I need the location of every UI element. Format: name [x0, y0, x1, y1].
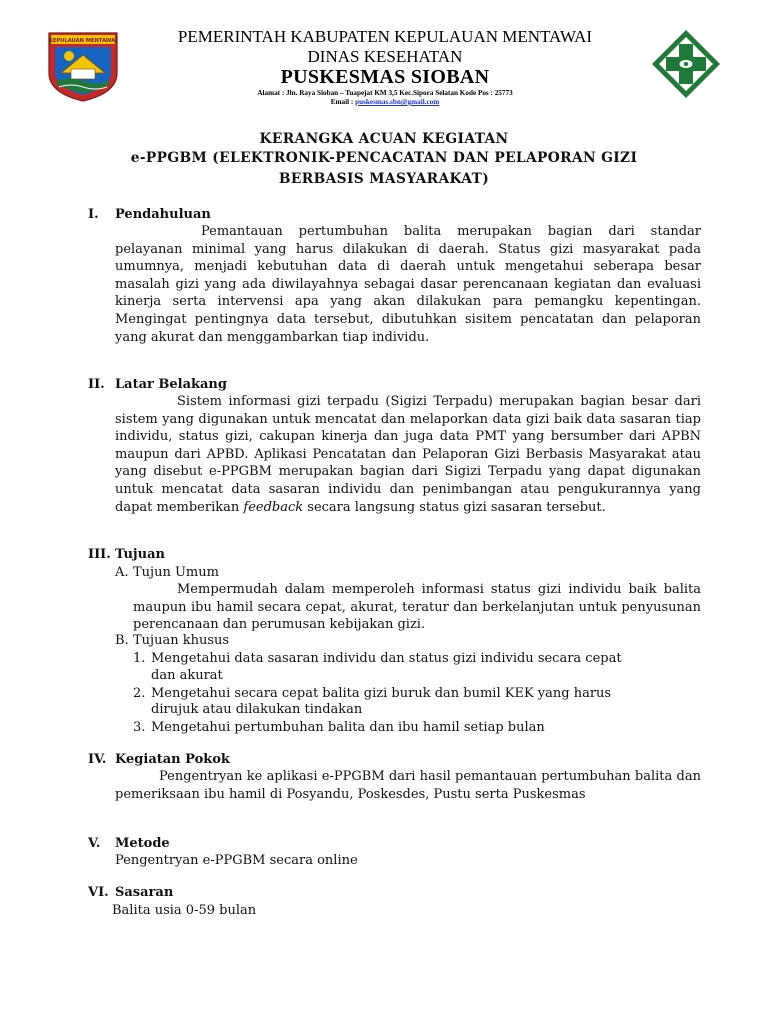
list-item-text: Mengetahui data sasaran individu dan status gizi individu secara cepat: [151, 651, 622, 666]
section-5-text: Pengentryan e-PPGBM secara online: [115, 853, 358, 868]
section-2-text-after: secara langsung status gizi sasaran tersebut.: [303, 499, 606, 515]
section-4-number: IV.: [88, 752, 107, 767]
section-1-paragraph: Pemantauan pertumbuhan balita merupakan bagian dari standar pelayanan minimal yang harus dilakukan di daerah. Status gizi masyarakat pada umumnya, menjadi kebutuhan data di daerah untuk mengetahui seberapa besar masalah gizi yang ada diwilayahnya sebagai dasar perencanaan kegiatan dan evaluasi kinerja serta intervensi apa yang akan dilakukan para pemangku kepentingan. Mengingat pentingnya data tersebut, dibutuhkan sisitem pencatatan dan pelaporan yang akurat dan menggambarkan tiap individu.: [115, 224, 701, 345]
section-5-heading: Metode: [115, 836, 170, 851]
document-subtitle-line1: e-PPGBM (ELEKTRONIK-PENCACATAN DAN PELAPORAN GIZI: [130, 150, 638, 166]
section-2-number: II.: [88, 377, 105, 392]
list-item-text: Mengetahui secara cepat balita gizi buruk dan bumil KEK yang harus: [151, 686, 612, 701]
government-name: PEMERINTAH KABUPATEN KEPULAUAN MENTAWAI: [177, 27, 593, 46]
document-title: KERANGKA ACUAN KEGIATAN: [259, 131, 509, 147]
list-item-number: 2.: [133, 686, 146, 701]
section-4-heading: Kegiatan Pokok: [115, 752, 230, 767]
document-subtitle-line2: BERBASIS MASYARAKAT): [278, 171, 490, 187]
section-4-paragraph: Pengentryan ke aplikasi e-PPGBM dari hasil pemantauan pertumbuhan balita dan pemeriksaan ibu hamil di Posyandu, Poskesdes, Pustu serta Puskesmas: [115, 769, 701, 802]
institution-name: PUSKESMAS SIOBAN: [280, 66, 490, 88]
subsection-a-paragraph: Mempermudah dalam memperoleh informasi status gizi individu baik balita maupun ibu hamil secara cepat, akurat, teratur dan berkelanjutan untuk penyusunan perencanaan dan perumusan kebijakan gizi.: [133, 582, 701, 633]
section-1-number: I.: [88, 207, 99, 222]
list-item-text-cont: dan akurat: [151, 668, 223, 683]
email-link[interactable]: puskesmas.sbn@gmail.com: [355, 98, 440, 106]
section-1-heading: Pendahuluan: [115, 207, 211, 222]
subsection-b-title: Tujuan khusus: [133, 633, 230, 648]
section-6-number: VI.: [88, 885, 109, 900]
logo-banner-text: KEPULAUAN MENTAWAI: [48, 38, 118, 44]
section-2-paragraph: [115, 393, 701, 516]
department-name: DINAS KESEHATAN: [307, 47, 463, 66]
list-item-text-cont: dirujuk atau dilakukan tindakan: [151, 702, 363, 717]
section-6-text: Balita usia 0-59 bulan: [112, 903, 257, 918]
section-2-italic-term: feedback: [243, 499, 304, 515]
puskesmas-logo: [650, 28, 722, 100]
subsection-a-title: Tujun Umum: [133, 565, 219, 580]
regency-coat-of-arms-logo: [45, 29, 121, 103]
address-line: Alamat : Jln. Raya Sioban – Tuapejat KM 3,5 Kec.Sipora Selatan Kode Pos : 25773: [257, 89, 513, 97]
list-item-number: 1.: [133, 651, 146, 666]
subsection-a-label: A.: [115, 565, 129, 580]
email-label: Email :: [330, 98, 356, 106]
section-3-heading: Tujuan: [115, 547, 165, 562]
section-3-number: III.: [88, 547, 111, 562]
email-row: [128, 98, 642, 106]
section-2-text-before: Sistem informasi gizi terpadu (Sigizi Terpadu) merupakan bagian besar dari sistem yang digunakan untuk mencatat dan melaporkan data gizi baik data sasaran tiap individu, status gizi, cakupan kinerja dan juga data PMT yang bersumber dari APBN maupun dari APBD. Aplikasi Pencatatan dan Pelaporan Gizi Berbasis Masyarakat atau yang disebut e-PPGBM merupakan bagian dari Sigizi Terpadu yang dapat digunakan untuk mencatat data sasaran individu dan penimbangan atau pengukurannya yang dapat memberikan: [115, 394, 701, 515]
section-5-number: V.: [88, 836, 101, 851]
list-item-text: Mengetahui pertumbuhan balita dan ibu hamil setiap bulan: [151, 720, 545, 735]
section-6-heading: Sasaran: [115, 885, 174, 900]
list-item-number: 3.: [133, 720, 146, 735]
subsection-b-label: B.: [115, 633, 129, 648]
section-2-heading: Latar Belakang: [115, 377, 227, 392]
